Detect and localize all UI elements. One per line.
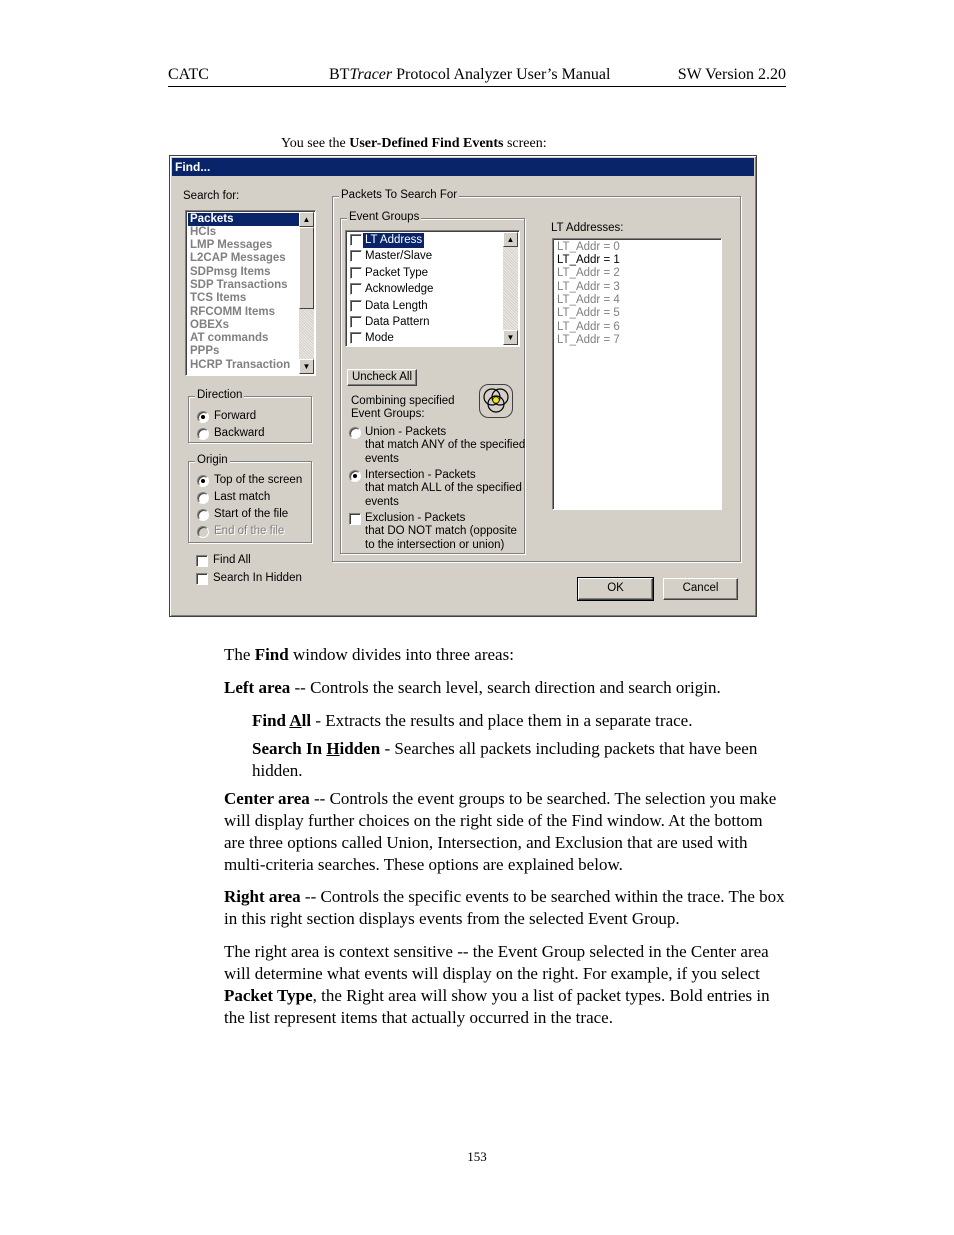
cancel-button[interactable]: Cancel [663,578,738,600]
event-group-lt-address[interactable] [348,233,502,248]
event-group-label: Master/Slave [365,250,433,262]
event-group-packet-type[interactable] [348,266,502,281]
caption-pre: You see the [281,136,350,151]
text-run: window divides into three areas: [288,645,514,664]
paragraph-center-area [224,788,786,876]
combining-label-line2: Event Groups: [351,408,425,420]
header-rule [168,86,786,87]
union-radio[interactable] [349,427,361,439]
paragraph-search-in-hidden [252,738,786,782]
list-item[interactable]: Packets [188,213,300,226]
event-group-checkbox[interactable] [350,300,362,312]
header-left: CATC [168,66,209,83]
exclusion-desc-line2: to the intersection or union) [365,539,505,551]
text-bold: Left area [224,678,291,697]
text-run: -- Controls the specific events to be searched within the trace. The box in this right section displays events from the selected Event Group. [224,887,785,928]
exclusion-title: Exclusion - Packets [365,512,466,524]
event-group-label: Data Pattern [365,316,430,328]
event-group-checkbox[interactable] [350,283,362,295]
ok-button[interactable]: OK [578,578,653,600]
lt-addresses-list[interactable] [552,238,722,510]
packets-to-search-label: Packets To Search For [341,189,458,201]
top-of-screen-label: Top of the screen [214,474,303,486]
backward-radio[interactable] [197,428,209,440]
exclusion-checkbox[interactable] [349,513,361,525]
combining-label-line1: Combining specified [351,395,455,407]
list-item[interactable]: AT commands [190,332,269,344]
end-of-file-radio [197,526,209,538]
start-of-file-radio[interactable] [197,509,209,521]
text-bold: Packet Type [224,986,313,1005]
event-group-label: Packet Type [365,267,429,279]
figure-caption [281,136,547,152]
event-groups-scrollbar[interactable] [503,232,518,345]
scroll-up-icon[interactable]: ▲ [503,232,518,247]
search-for-scrollbar[interactable] [299,212,314,374]
union-title: Union - Packets [365,426,447,438]
find-dialog [169,155,757,617]
backward-label: Backward [214,427,265,439]
packets-to-search-group [332,189,741,562]
search-in-hidden-label: Search In Hidden [213,572,302,584]
text-run: The right area is context sensitive -- the Event Group selected in the Center area will determine what events will display on the right. For example, if you select [224,942,769,983]
caption-bold: User-Defined Find Events [349,136,504,151]
event-group-checkbox[interactable] [350,234,362,246]
text-run: idden [339,739,381,758]
header-center [329,66,610,84]
dialog-titlebar: Find... [172,158,754,176]
event-group-checkbox[interactable] [350,250,362,262]
text-bold: Center area [224,789,310,808]
top-of-screen-radio[interactable] [197,475,209,487]
text-bold: Right area [224,887,301,906]
text-underlined: A [289,711,302,730]
list-item[interactable]: HCIs [190,226,217,238]
event-group-label: LT Address [365,234,423,246]
list-item[interactable]: LT_Addr = 4 [557,294,620,306]
search-in-hidden-checkbox[interactable] [196,573,208,585]
event-group-label: Data Length [365,300,428,312]
text-run: ll [301,711,312,730]
header-right: SW Version 2.20 [677,66,786,83]
list-item[interactable]: LMP Messages [190,239,273,251]
direction-group [188,389,312,443]
list-item[interactable]: LT_Addr = 5 [557,307,620,319]
event-groups-list[interactable] [345,230,520,347]
forward-label: Forward [214,410,257,422]
list-item[interactable]: LT_Addr = 2 [557,267,620,279]
search-for-label: Search for: [183,190,240,202]
paragraph-right-area [224,886,786,930]
venn-intersection-icon [479,384,513,418]
text-run: - Extracts the results and place them in a separate trace. [311,711,693,730]
scroll-down-icon[interactable]: ▼ [503,330,518,345]
intersection-radio[interactable] [349,470,361,482]
text-underlined: H [326,739,340,758]
list-item[interactable]: LT_Addr = 3 [557,281,620,293]
direction-label: Direction [197,389,243,401]
text-bold: Find [254,645,289,664]
list-item[interactable]: TCS Items [190,292,247,304]
origin-label: Origin [197,454,228,466]
scroll-down-icon[interactable]: ▼ [299,359,314,374]
list-item[interactable]: L2CAP Messages [190,252,286,264]
paragraph-context-sensitive [224,941,786,1029]
event-group-checkbox[interactable] [350,267,362,279]
union-desc-line1: that match ANY of the specified [365,439,526,451]
event-group-label: Mode [365,332,394,344]
header-center-prefix: BT [329,66,350,83]
end-of-file-label: End of the file [214,525,285,537]
text-bold [252,739,380,758]
header-center-suffix: Protocol Analyzer User’s Manual [392,66,611,83]
list-item[interactable]: LT_Addr = 0 [557,241,620,253]
scroll-thumb[interactable] [299,227,314,309]
start-of-file-label: Start of the file [214,508,289,520]
list-item[interactable]: HCRP Transaction [190,359,291,371]
intersection-desc-line1: that match ALL of the specified [365,482,522,494]
list-item[interactable]: LT_Addr = 1 [557,254,620,266]
text-run: - Searches all packets including packets that have been hidden. [252,739,758,780]
text-bold [252,711,311,730]
event-group-master-slave[interactable] [348,249,502,264]
paragraph-left-area [224,677,786,699]
uncheck-all-button[interactable]: Uncheck All [347,369,417,386]
last-match-label: Last match [214,491,271,503]
paragraph-find-all [252,710,786,732]
event-group-checkbox[interactable] [350,316,362,328]
exclusion-desc-line1: that DO NOT match (opposite [365,525,517,537]
list-item[interactable]: LT_Addr = 7 [557,334,620,346]
union-desc-line2: events [365,453,399,465]
list-item[interactable]: RFCOMM Items [190,306,275,318]
list-item[interactable]: OBEXs [190,319,229,331]
event-group-mode[interactable] [348,331,502,346]
text-run: -- Controls the event groups to be searched. The selection you make will display further choices on the right side of the Find window. At the bottom are three options called Union, Intersection, and Exclusion that are used with multi-criteria searches. These options are explained below. [224,789,777,874]
search-for-list[interactable] [185,210,316,376]
event-group-acknowledge[interactable] [348,282,502,297]
text-run: The [224,645,255,664]
header-center-italic: Tracer [349,66,393,83]
event-group-label: Acknowledge [365,283,434,295]
event-group-checkbox[interactable] [350,332,362,344]
paragraph-intro [224,644,786,666]
event-group-data-pattern[interactable] [348,315,502,330]
list-item[interactable]: SDP Transactions [190,279,288,291]
origin-group [188,454,312,543]
event-group-data-length[interactable] [348,299,502,314]
text-run: , the Right area will show you a list of packet types. Bold entries in the list represent items that actually occurred in the trace. [224,986,770,1027]
event-groups-group [340,211,526,554]
caption-post: screen: [503,136,547,151]
list-item[interactable]: PPPs [190,345,220,357]
scroll-up-icon[interactable]: ▲ [299,212,314,227]
text-run: Find [252,711,290,730]
lt-addresses-label: LT Addresses: [551,222,624,234]
find-all-label: Find All [213,554,251,566]
list-item[interactable]: SDPmsg Items [190,266,271,278]
forward-radio[interactable] [197,411,209,423]
text-run: Search In [252,739,327,758]
text-run: -- Controls the search level, search direction and search origin. [290,678,721,697]
find-all-checkbox[interactable] [196,555,208,567]
page-number: 153 [467,1149,487,1164]
event-groups-label: Event Groups [349,211,420,223]
intersection-desc-line2: events [365,496,399,508]
last-match-radio[interactable] [197,492,209,504]
list-item[interactable]: LT_Addr = 6 [557,321,620,333]
intersection-title: Intersection - Packets [365,469,476,481]
